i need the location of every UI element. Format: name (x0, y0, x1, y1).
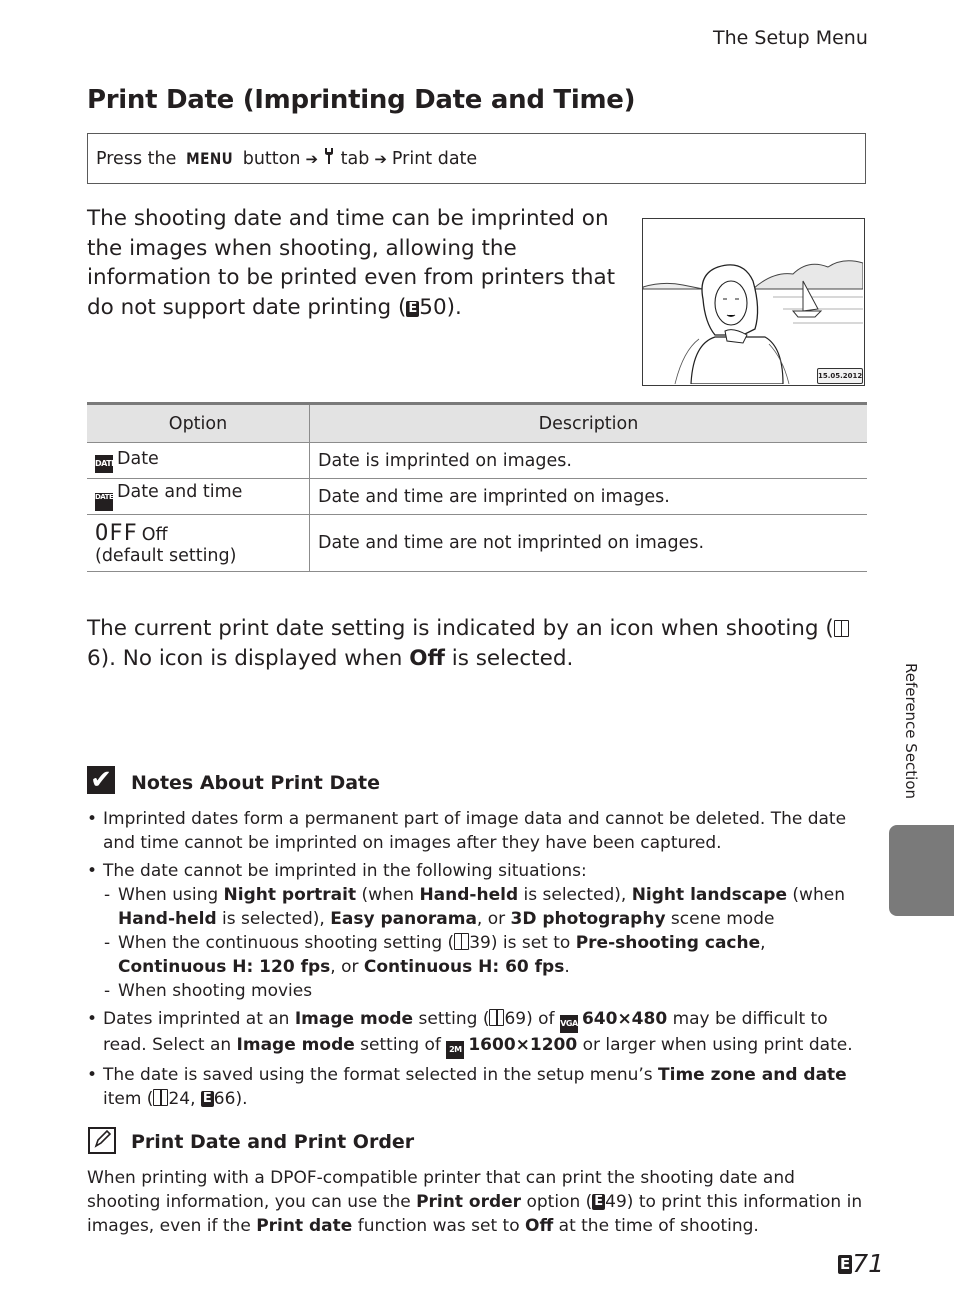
table-row (87, 479, 867, 515)
sub-list-item: - When using Night portrait (when Hand-held is selected), Night landscape (when Hand-held is selected), Easy panorama, or 3D photography scene mode (103, 883, 867, 931)
book-icon (834, 620, 849, 637)
list-item: • Imprinted dates form a permanent part of image data and cannot be deleted. The date and time cannot be imprinted on images after they have been captured. (87, 807, 867, 855)
sub-list (103, 883, 867, 1003)
page-number-value: 71 (852, 1249, 885, 1278)
memo-text: When printing with a DPOF-compatible printer that can print the shooting date and shooting information, you can use the Print order option ( E 49) to print this information in images, even if the Print date function was set to Off at the time of shooting. (87, 1168, 863, 1236)
intro-ref-page: 50 (419, 294, 447, 320)
header-option: Option (87, 404, 310, 443)
2m-image-mode-icon: 2M (446, 1041, 464, 1059)
running-head: The Setup Menu (713, 27, 868, 49)
option-label: Off (141, 524, 168, 545)
description-cell: Date is imprinted on images. (310, 443, 868, 479)
header-description: Description (310, 404, 868, 443)
book-icon (454, 933, 469, 950)
current-ref: 6 (87, 645, 101, 671)
intro-paragraph (87, 204, 617, 322)
nav-target: Print date (391, 148, 478, 169)
notes-list (87, 807, 867, 1115)
list-item (87, 859, 867, 1003)
side-tab-label: Reference Section (902, 663, 920, 800)
date-icon: DATE (95, 455, 113, 473)
nav-button: button (242, 148, 301, 169)
check-icon: ✔ (87, 766, 115, 794)
reference-section-icon: E (202, 1091, 212, 1106)
reference-section-icon: E (408, 300, 418, 316)
list-item: • Dates imprinted at an Image mode setting ( 69) of VGA 640×480 may be difficult to read. Select an Image mode setting of 2M 1600×1200 or larger when using print date. (87, 1007, 867, 1059)
reference-section-icon: E (840, 1255, 851, 1273)
sub-list-item: - When shooting movies (103, 979, 867, 1003)
option-cell (87, 443, 310, 479)
arrow-right-icon: ➔ (374, 149, 387, 168)
memo-title: Print Date and Print Order (131, 1131, 415, 1153)
table-row (87, 443, 867, 479)
option-label: Date and time (117, 482, 243, 502)
book-icon (153, 1089, 168, 1106)
page-title: Print Date (Imprinting Date and Time) (87, 85, 636, 115)
current-bold: Off (409, 645, 445, 671)
nav-tab: tab (340, 148, 370, 169)
sample-photo (642, 218, 865, 386)
book-icon (489, 1009, 504, 1026)
reference-section-icon: E (594, 1194, 604, 1209)
option-note: (default setting) (95, 545, 237, 566)
notes-title: Notes About Print Date (131, 772, 381, 794)
pencil-icon (88, 1127, 116, 1154)
description-cell: Date and time are not imprinted on images. (310, 515, 868, 572)
side-tab (889, 825, 954, 916)
nav-press: Press the (96, 148, 177, 169)
date-stamp: 15.05.2012 (817, 368, 863, 384)
vga-image-mode-icon: VGA (560, 1015, 578, 1033)
wrench-icon (323, 147, 335, 170)
arrow-right-icon: ➔ (305, 149, 319, 168)
current-text-2: ). No icon is displayed when (100, 645, 410, 671)
list-item: • The date is saved using the format selected in the setup menu’s Time zone and date item ( 24, E 66). (87, 1063, 867, 1111)
current-setting-paragraph (87, 614, 857, 673)
options-table (87, 402, 867, 572)
current-text-1: The current print date setting is indicated by an icon when shooting ( (87, 616, 834, 641)
option-cell (87, 515, 310, 572)
off-icon: OFF (95, 520, 138, 546)
list-item-text: The date cannot be imprinted in the following situations: (103, 861, 587, 881)
sub-list-item: - When the continuous shooting setting ( 39) is set to Pre-shooting cache, Continuous H: 120 fps, or Continuous H: 60 fps. (103, 931, 867, 979)
option-cell (87, 479, 310, 515)
intro-close: ). (446, 294, 462, 320)
menu-path-box (87, 133, 866, 184)
date-and-time-icon: DATE (95, 493, 113, 511)
table-header-row (87, 404, 867, 443)
option-label: Date (117, 448, 159, 469)
page-number (838, 1249, 884, 1278)
menu-button-icon: MENU (186, 149, 234, 168)
current-text-3: is selected. (444, 645, 574, 671)
description-cell: Date and time are imprinted on images. (310, 479, 868, 515)
table-row (87, 515, 867, 572)
intro-text: The shooting date and time can be imprinted on the images when shooting, allowing the information to be printed even from printers that do not support date printing ( (87, 206, 616, 320)
